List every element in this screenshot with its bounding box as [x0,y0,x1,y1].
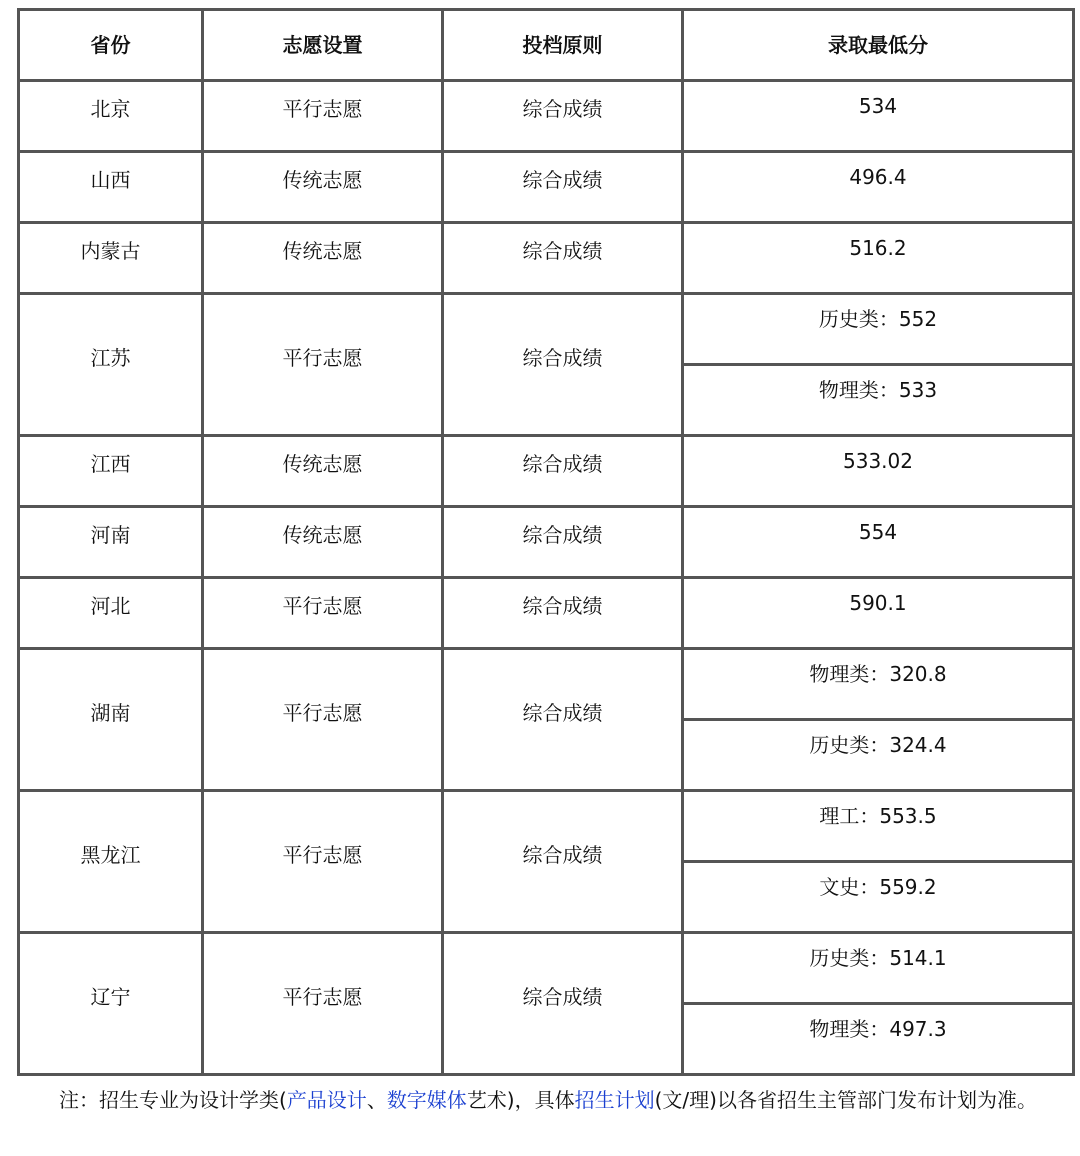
setting-cell: 平行志愿 [203,294,443,436]
setting-cell: 平行志愿 [203,933,443,1075]
score-cell: 物理类：320.8 [683,649,1074,720]
table-row [19,81,1074,152]
table-row [19,578,1074,649]
table-row [19,294,1074,365]
principle-cell: 综合成绩 [443,507,683,578]
score-cell: 516.2 [683,223,1074,294]
score-cell: 590.1 [683,578,1074,649]
table-header-row [19,10,1074,81]
score-cell: 物理类：497.3 [683,1004,1074,1075]
header-principle: 投档原则 [443,10,683,81]
table-row [19,223,1074,294]
province-cell: 河北 [19,578,203,649]
score-cell: 物理类：533 [683,365,1074,436]
principle-cell: 综合成绩 [443,791,683,933]
setting-cell: 传统志愿 [203,436,443,507]
table-row [19,933,1074,1004]
province-cell: 内蒙古 [19,223,203,294]
score-cell: 文史：559.2 [683,862,1074,933]
principle-cell: 综合成绩 [443,223,683,294]
principle-cell: 综合成绩 [443,152,683,223]
province-cell: 江苏 [19,294,203,436]
score-cell: 533.02 [683,436,1074,507]
principle-cell: 综合成绩 [443,294,683,436]
setting-cell: 传统志愿 [203,507,443,578]
table-row [19,649,1074,720]
score-cell: 496.4 [683,152,1074,223]
table-row [19,791,1074,862]
header-setting: 志愿设置 [203,10,443,81]
table-body [19,81,1074,1075]
note-prefix: 注：招生专业为设计学类( [59,1088,287,1112]
score-cell: 理工：553.5 [683,791,1074,862]
score-cell: 534 [683,81,1074,152]
admission-score-table [17,8,1075,1076]
setting-cell: 平行志愿 [203,81,443,152]
link-enrollment-plan[interactable]: 招生计划 [574,1088,655,1112]
principle-cell: 综合成绩 [443,81,683,152]
note-suffix: (文/理)以各省招生主管部门发布计划为准。 [654,1088,1037,1112]
principle-cell: 综合成绩 [443,436,683,507]
score-cell: 历史类：324.4 [683,720,1074,791]
header-province: 省份 [19,10,203,81]
province-cell: 湖南 [19,649,203,791]
link-digital-media[interactable]: 数字媒体 [386,1088,467,1112]
score-cell: 历史类：552 [683,294,1074,365]
setting-cell: 平行志愿 [203,578,443,649]
principle-cell: 综合成绩 [443,649,683,791]
setting-cell: 传统志愿 [203,152,443,223]
score-cell: 历史类：514.1 [683,933,1074,1004]
setting-cell: 平行志愿 [203,649,443,791]
province-cell: 江西 [19,436,203,507]
province-cell: 河南 [19,507,203,578]
note-middle: 艺术)，具体 [466,1088,575,1112]
province-cell: 北京 [19,81,203,152]
province-cell: 山西 [19,152,203,223]
footnote [17,1080,1057,1120]
principle-cell: 综合成绩 [443,578,683,649]
setting-cell: 平行志愿 [203,791,443,933]
note-separator: 、 [366,1088,387,1112]
principle-cell: 综合成绩 [443,933,683,1075]
setting-cell: 传统志愿 [203,223,443,294]
score-cell: 554 [683,507,1074,578]
table-row [19,507,1074,578]
header-min-score: 录取最低分 [683,10,1074,81]
link-product-design[interactable]: 产品设计 [286,1088,367,1112]
province-cell: 辽宁 [19,933,203,1075]
province-cell: 黑龙江 [19,791,203,933]
table-row [19,436,1074,507]
table-row [19,152,1074,223]
